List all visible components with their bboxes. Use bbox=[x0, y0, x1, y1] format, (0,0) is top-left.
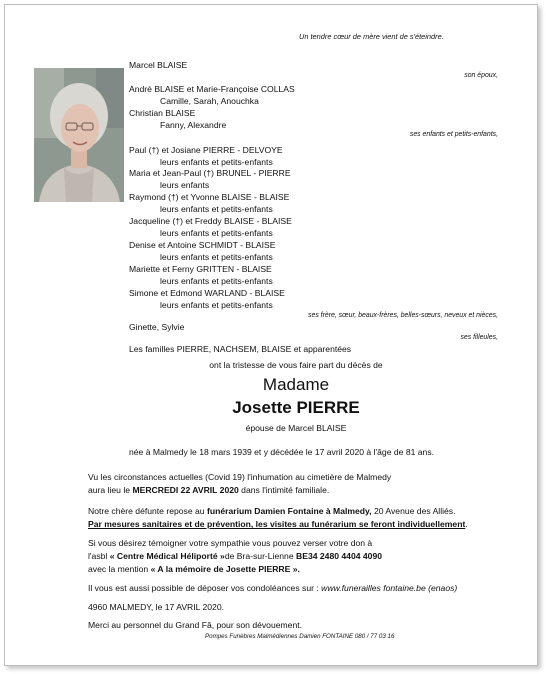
family-relation-note: ses enfants et petits-enfants, bbox=[409, 131, 498, 138]
birth-death-line: née à Malmedy le 18 mars 1939 et y décédée le 17 avril 2020 à l'âge de 81 ans. bbox=[129, 447, 435, 457]
family-descendants: leurs enfants et petits-enfants bbox=[160, 228, 273, 238]
family-descendants: leurs enfants et petits-enfants bbox=[160, 276, 273, 286]
family-member: Christian BLAISE bbox=[129, 108, 196, 118]
family-member: Les familles PIERRE, NACHSEM, BLAISE et apparentées bbox=[129, 344, 352, 354]
para-covid-line1: Vu les circonstances actuelles (Covid 19) l'inhumation au cimetière de Malmedy bbox=[88, 472, 392, 482]
para-donation-line2: l'asbl « Centre Médical Héliporté »de Bra-sur-Lienne BE34 2480 4404 4090 bbox=[88, 551, 383, 561]
portrait-photo bbox=[34, 68, 124, 202]
family-relation-note: ses frère, sœur, beaux-frères, belles-sœurs, neveux et nièces, bbox=[308, 312, 498, 319]
family-member: Jacqueline (†) et Freddy BLAISE - BLAISE bbox=[129, 216, 292, 226]
para-covid-line2: aura lieu le MERCREDI 22 AVRIL 2020 dans l'intimité familiale. bbox=[88, 485, 330, 495]
announcement-line: ont la tristesse de vous faire part du décès de bbox=[209, 360, 383, 370]
family-member: Maria et Jean-Paul (†) BRUNEL - PIERRE bbox=[129, 168, 291, 178]
family-member: Marcel BLAISE bbox=[129, 60, 188, 70]
place-date-line: 4960 MALMEDY, le 17 AVRIL 2020. bbox=[88, 602, 224, 612]
para-funerarium-line1: Notre chère défunte repose au funérarium Damien Fontaine à Malmedy, 20 Avenue des Alliés. bbox=[88, 506, 456, 516]
family-descendants: leurs enfants bbox=[160, 180, 210, 190]
footer-funeral-home: Pompes Funèbres Malmédiennes Damien FONTAINE 080 / 77 03 16 bbox=[205, 633, 395, 640]
para-funerarium-line2: Par mesures sanitaires et de prévention, les visites au funérarium se feront individuellement. bbox=[88, 519, 468, 529]
para-donation-line1: Si vous désirez témoigner votre sympathie vous pouvez verser votre don à bbox=[88, 538, 373, 548]
family-descendants: leurs enfants et petits-enfants bbox=[160, 157, 273, 167]
family-member: Ginette, Sylvie bbox=[129, 322, 185, 332]
family-member: André BLAISE et Marie-Françoise COLLAS bbox=[129, 84, 295, 94]
spouse-line: épouse de Marcel BLAISE bbox=[245, 423, 347, 433]
family-descendants: Camille, Sarah, Anouchka bbox=[160, 96, 259, 106]
family-descendants: leurs enfants et petits-enfants bbox=[160, 300, 273, 310]
family-member: Raymond (†) et Yvonne BLAISE - BLAISE bbox=[129, 192, 290, 202]
opening-line: Un tendre cœur de mère vient de s'éteindre. bbox=[299, 32, 444, 41]
thanks-line: Merci au personnel du Grand Fâ, pour son dévouement. bbox=[88, 620, 303, 630]
family-descendants: Fanny, Alexandre bbox=[160, 120, 227, 130]
para-condolences: Il vous est aussi possible de déposer vos condoléances sur : www.funerailles fontaine.be (enaos) bbox=[88, 583, 458, 593]
family-descendants: leurs enfants et petits-enfants bbox=[160, 252, 273, 262]
title-madame: Madame bbox=[262, 375, 330, 394]
condolences-link[interactable]: www.funerailles fontaine.be bbox=[321, 583, 426, 593]
family-member: Simone et Edmond WARLAND - BLAISE bbox=[129, 288, 285, 298]
family-member: Denise et Antoine SCHMIDT - BLAISE bbox=[129, 240, 276, 250]
family-descendants: leurs enfants et petits-enfants bbox=[160, 204, 273, 214]
family-relation-note: son époux, bbox=[464, 72, 498, 79]
family-member: Mariette et Ferny GRITTEN - BLAISE bbox=[129, 264, 272, 274]
para-donation-line3: avec la mention « A la mémoire de Josette PIERRE ». bbox=[88, 564, 300, 574]
deceased-name: Josette PIERRE bbox=[232, 398, 360, 417]
family-member: Paul (†) et Josiane PIERRE - DELVOYE bbox=[129, 145, 283, 155]
family-relation-note: ses filleules, bbox=[460, 334, 498, 341]
